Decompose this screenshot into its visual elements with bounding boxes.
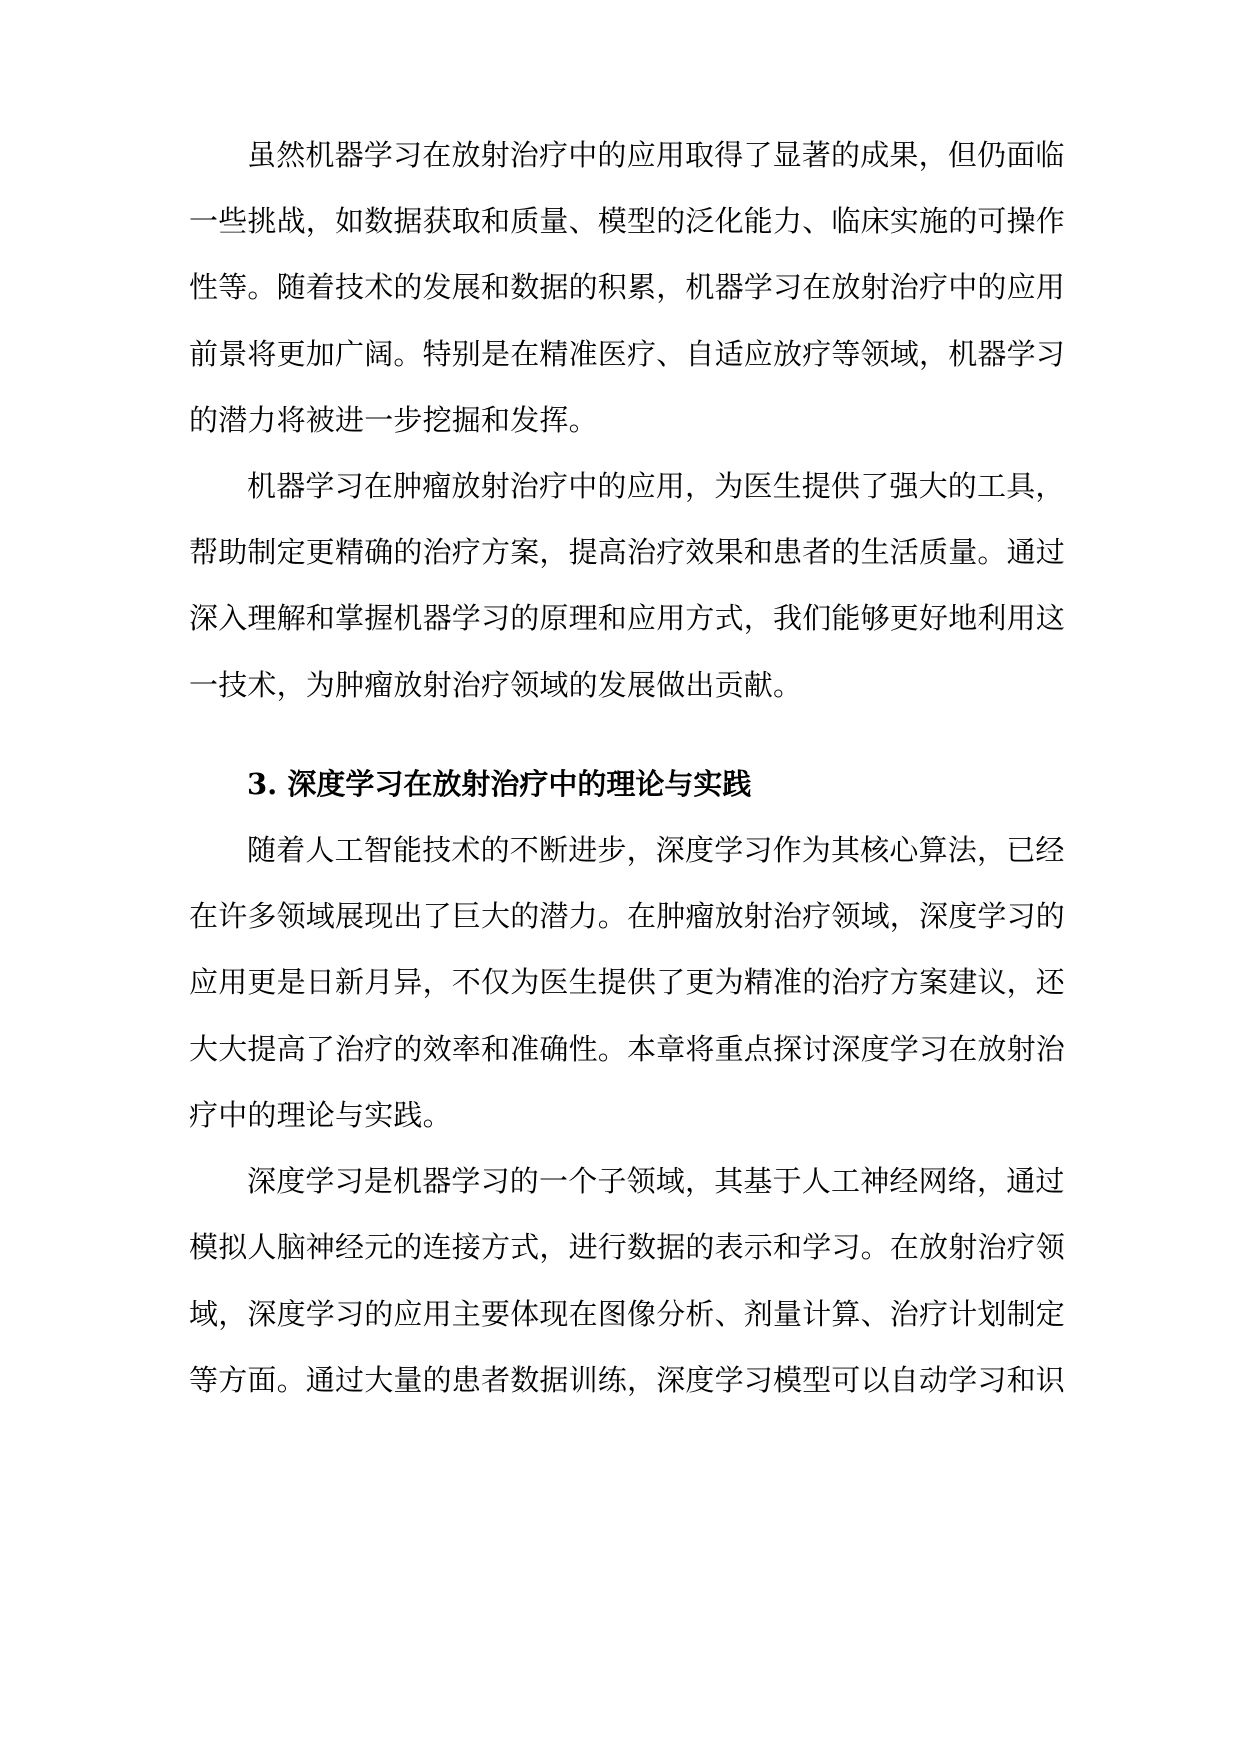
section-paragraph-2-line-2: 模拟人脑神经元的连接方式，进行数据的表示和学习。在放射治疗领 (189, 1230, 1066, 1264)
paragraph-2-line-1: 机器学习在肿瘤放射治疗中的应用，为医生提供了强大的工具， (247, 469, 1065, 503)
section-paragraph-1-line-3: 应用更是日新月异，不仅为医生提供了更为精准的治疗方案建议，还 (189, 965, 1066, 999)
section-paragraph-2-line-3: 域，深度学习的应用主要体现在图像分析、剂量计算、治疗计划制定 (189, 1297, 1066, 1331)
section-paragraph-1-line-5: 疗中的理论与实践。 (189, 1098, 452, 1132)
section-paragraph-2-line-1: 深度学习是机器学习的一个子领域，其基于人工神经网络，通过 (247, 1164, 1065, 1198)
section-paragraph-1-line-4: 大大提高了治疗的效率和准确性。本章将重点探讨深度学习在放射治 (189, 1032, 1066, 1066)
paragraph-2-line-4: 一技术，为肿瘤放射治疗领域的发展做出贡献。 (189, 668, 803, 702)
paragraph-1-line-4: 前景将更加广阔。特别是在精准医疗、自适应放疗等领域，机器学习 (189, 337, 1066, 371)
section-heading: 3. 深度学习在放射治疗中的理论与实践 (247, 767, 752, 801)
paragraph-2-line-3: 深入理解和掌握机器学习的原理和应用方式，我们能够更好地利用这 (189, 601, 1066, 635)
paragraph-1-line-3: 性等。随着技术的发展和数据的积累，机器学习在放射治疗中的应用 (189, 270, 1066, 304)
paragraph-1-line-5: 的潜力将被进一步挖掘和发挥。 (189, 403, 598, 437)
section-paragraph-1-line-1: 随着人工智能技术的不断进步，深度学习作为其核心算法，已经 (247, 833, 1065, 867)
section-paragraph-2-line-4: 等方面。通过大量的患者数据训练，深度学习模型可以自动学习和识 (189, 1363, 1066, 1397)
paragraph-1-line-1: 虽然机器学习在放射治疗中的应用取得了显著的成果，但仍面临 (247, 138, 1065, 172)
section-paragraph-1-line-2: 在许多领域展现出了巨大的潜力。在肿瘤放射治疗领域，深度学习的 (189, 899, 1066, 933)
paragraph-2-line-2: 帮助制定更精确的治疗方案，提高治疗效果和患者的生活质量。通过 (189, 535, 1066, 569)
paragraph-1-line-2: 一些挑战，如数据获取和质量、模型的泛化能力、临床实施的可操作 (189, 204, 1066, 238)
